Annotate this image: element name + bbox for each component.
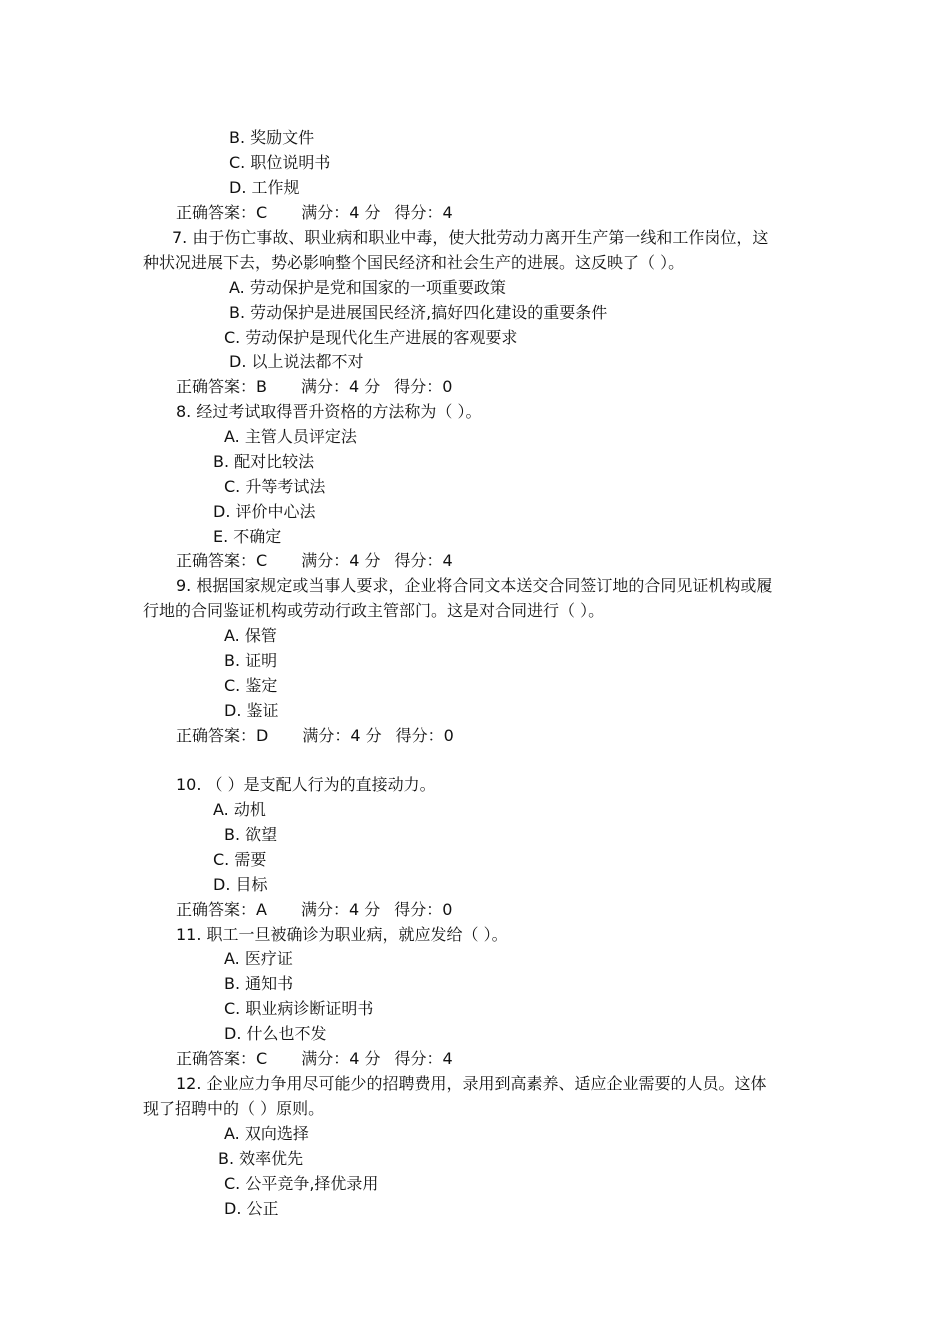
q8-option-d: D. 评价中心法 bbox=[213, 502, 316, 521]
q10-option-d: D. 目标 bbox=[213, 875, 268, 894]
q12-option-d: D. 公正 bbox=[224, 1199, 279, 1218]
q10-stem: 10. （ ）是支配人行为的直接动力。 bbox=[176, 775, 436, 794]
q7-full-score: 满分：4 分 bbox=[300, 377, 381, 396]
q7-option-c: C. 劳动保护是现代化生产进展的客观要求 bbox=[224, 328, 518, 347]
q10-correct-answer: 正确答案：A bbox=[176, 900, 267, 919]
q11-got-score: 得分：4 bbox=[394, 1049, 453, 1068]
q8-correct-answer: 正确答案：C bbox=[176, 551, 268, 570]
q9-option-a: A. 保管 bbox=[224, 626, 277, 645]
q11-option-c: C. 职业病诊断证明书 bbox=[224, 999, 374, 1018]
q7-option-b: B. 劳动保护是进展国民经济,搞好四化建设的重要条件 bbox=[229, 303, 608, 322]
q9-score-line bbox=[176, 726, 454, 746]
q11-option-b: B. 通知书 bbox=[224, 974, 294, 993]
q8-full-score: 满分：4 分 bbox=[301, 551, 381, 570]
q7-score-line bbox=[176, 377, 452, 397]
q7-option-d: D. 以上说法都不对 bbox=[229, 352, 364, 371]
q10-option-c: C. 需要 bbox=[213, 850, 267, 869]
q8-option-c: C. 升等考试法 bbox=[224, 477, 326, 496]
q9-option-d: D. 鉴证 bbox=[224, 701, 279, 720]
q8-option-a: A. 主管人员评定法 bbox=[224, 427, 357, 446]
q8-option-b: B. 配对比较法 bbox=[213, 452, 315, 471]
q6-correct-answer: 正确答案：C bbox=[176, 203, 268, 222]
q8-stem: 8. 经过考试取得晋升资格的方法称为（ ）。 bbox=[176, 402, 482, 421]
q10-got-score: 得分：0 bbox=[394, 900, 453, 919]
q9-option-c: C. 鉴定 bbox=[224, 676, 278, 695]
q9-full-score: 满分：4 分 bbox=[302, 726, 382, 745]
q12-stem-line1: 12. 企业应力争用尽可能少的招聘费用，录用到高素养、适应企业需要的人员。这体 bbox=[176, 1074, 767, 1093]
q12-option-a: A. 双向选择 bbox=[224, 1124, 309, 1143]
q7-correct-answer: 正确答案：B bbox=[176, 377, 267, 396]
q11-full-score: 满分：4 分 bbox=[301, 1049, 381, 1068]
q8-score-line bbox=[176, 551, 453, 571]
q12-stem-line2: 现了招聘中的（ ）原则。 bbox=[143, 1099, 325, 1118]
q6-got-score: 得分：4 bbox=[394, 203, 453, 222]
q11-option-a: A. 医疗证 bbox=[224, 949, 293, 968]
q7-stem-line2: 种状况进展下去，势必影响整个国民经济和社会生产的进展。这反映了（ ）。 bbox=[143, 253, 685, 272]
q12-option-b: B. 效率优先 bbox=[218, 1149, 304, 1168]
q9-stem-line1: 9. 根据国家规定或当事人要求，企业将合同文本送交合同签订地的合同见证机构或履 bbox=[176, 576, 773, 595]
q10-score-line bbox=[176, 900, 452, 920]
q10-full-score: 满分：4 分 bbox=[300, 900, 381, 919]
q12-option-c: C. 公平竞争,择优录用 bbox=[224, 1174, 379, 1193]
q11-stem: 11. 职工一旦被确诊为职业病，就应发给（ ）。 bbox=[176, 925, 508, 944]
q11-score-line bbox=[176, 1049, 453, 1069]
q6-option-d: D. 工作规 bbox=[229, 178, 300, 197]
q10-option-b: B. 欲望 bbox=[224, 825, 278, 844]
q11-option-d: D. 什么也不发 bbox=[224, 1024, 327, 1043]
q8-got-score: 得分：4 bbox=[394, 551, 453, 570]
q6-full-score: 满分：4 分 bbox=[301, 203, 381, 222]
q6-option-c: C. 职位说明书 bbox=[229, 153, 331, 172]
q11-correct-answer: 正确答案：C bbox=[176, 1049, 268, 1068]
q10-option-a: A. 动机 bbox=[213, 800, 266, 819]
q9-correct-answer: 正确答案：D bbox=[176, 726, 269, 745]
q9-option-b: B. 证明 bbox=[224, 651, 278, 670]
q8-option-e: E. 不确定 bbox=[213, 527, 282, 546]
q7-option-a: A. 劳动保护是党和国家的一项重要政策 bbox=[229, 278, 506, 297]
q7-got-score: 得分：0 bbox=[394, 377, 453, 396]
q9-stem-line2: 行地的合同鉴证机构或劳动行政主管部门。这是对合同进行（ ）。 bbox=[143, 601, 605, 620]
q6-score-line bbox=[176, 203, 453, 223]
q7-stem-line1: 7. 由于伤亡事故、职业病和职业中毒，使大批劳动力离开生产第一线和工作岗位，这 bbox=[172, 228, 769, 247]
q6-option-b: B. 奖励文件 bbox=[229, 128, 315, 147]
q9-got-score: 得分：0 bbox=[395, 726, 454, 745]
